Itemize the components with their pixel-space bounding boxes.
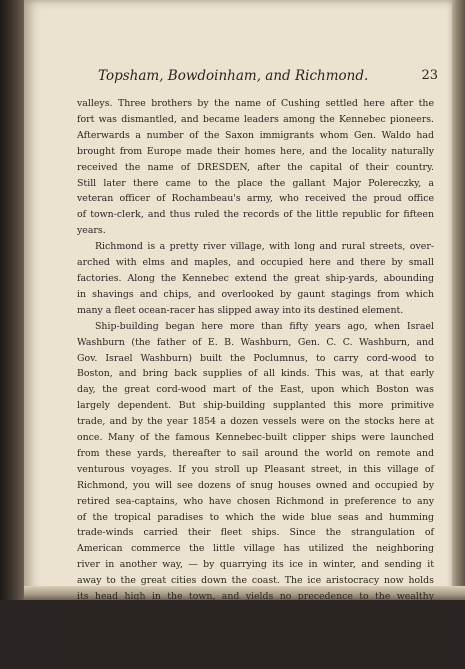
text-line: its head high in the town, and yields no precedence to the wealthy <box>77 591 434 603</box>
text-line: fort was dismantled, and became leaders among the Kennebec pioneers. <box>77 113 434 125</box>
paragraph-start-line: Richmond is a pretty river village, with long and rural streets, over- <box>95 241 434 253</box>
text-line: received the name of DRESDEN, after the capital of their country. <box>77 161 434 173</box>
text-line: of town-clerk, and thus ruled the records of the little republic for fifteen <box>77 209 434 221</box>
text-line: Gov. Israel Washburn) built the Poclumnus, to carry cord-wood to <box>77 352 434 364</box>
text-line: Afterwards a number of the Saxon immigrants whom Gen. Waldo had <box>77 129 434 141</box>
text-line: river in another way, — by quarrying its ice in winter, and sending it <box>77 559 434 571</box>
text-line: factories. Along the Kennebec extend the great ship-yards, abounding <box>77 272 434 284</box>
text-line: once. Many of the famous Kennebec-built clipper ships were launched <box>77 432 434 444</box>
running-title: Topsham, Bowdoinham, and Richmond. <box>98 68 369 84</box>
text-line: Richmond, you will see dozens of snug houses owned and occupied by <box>77 479 434 491</box>
text-line: boarding-houses are fairly occupied by visitors from the cities, many a <box>77 638 434 650</box>
text-line: Boston, and bring back supplies of all kinds. This was, at that early <box>77 368 434 380</box>
text-line: many a fleet ocean-racer has slipped away into its destined element. <box>77 304 404 316</box>
running-head <box>98 68 438 90</box>
text-line: people. In summer, when the three local hotels and the various village <box>77 622 434 634</box>
page-number: 23 <box>421 68 438 83</box>
text-line: veteran officer of Rochambeau's army, who received the proud office <box>77 193 434 205</box>
body-text <box>77 96 434 669</box>
text-line: from these yards, thereafter to sail around the world on remote and <box>77 447 434 459</box>
text-line: in shavings and chips, and overlooked by gaunt stagings from which <box>77 288 434 300</box>
text-line: brought from Europe made their homes here, and the locality naturally <box>77 145 434 157</box>
text-line: venturous voyages. If you stroll up Pleasant street, in this village of <box>77 463 434 475</box>
text-line: largely dependent. But ship-building supplanted this more primitive <box>77 400 434 412</box>
text-line: Washburn (the father of E. B. Washburn, Gen. C. C. Washburn, and <box>77 336 434 348</box>
text-line: of the tropical paradises to which the wide blue seas and humming <box>77 511 434 523</box>
text-line: valleys. Three brothers by the name of Cushing settled here after the <box>77 98 434 109</box>
text-line: American commerce the little village has utilized the neighboring <box>77 543 434 555</box>
text-line: retired sea-captains, who have chosen Richmond in preference to any <box>77 495 434 507</box>
book-spine <box>0 0 24 600</box>
text-line: trade, and by the year 1854 a dozen vessels were on the stocks here at <box>77 416 434 428</box>
text-line: day, the great cord-wood mart of the East, upon which Boston was <box>77 384 434 396</box>
page-edge <box>452 0 465 600</box>
text-line: away to the great cities down the coast. The ice aristocracy now holds <box>77 575 434 587</box>
text-line: shoe-manufacturers, whose factories find welcome work for hundreds of <box>77 607 434 618</box>
text-line: years. <box>77 225 106 237</box>
text-line: Still later there came to the place the gallant Major Polereczky, a <box>77 177 434 189</box>
text-line: arched with elms and maples, and occupied here and there by small <box>77 257 434 269</box>
text-line: cheery excursion starts out from the embowered streets, riding a league <box>77 654 434 666</box>
text-line: trade-winds carried their fleet ships. Since the strangulation of <box>77 527 434 539</box>
paragraph-start-line: Ship-building began here more than fifty years ago, when Israel <box>95 320 434 332</box>
